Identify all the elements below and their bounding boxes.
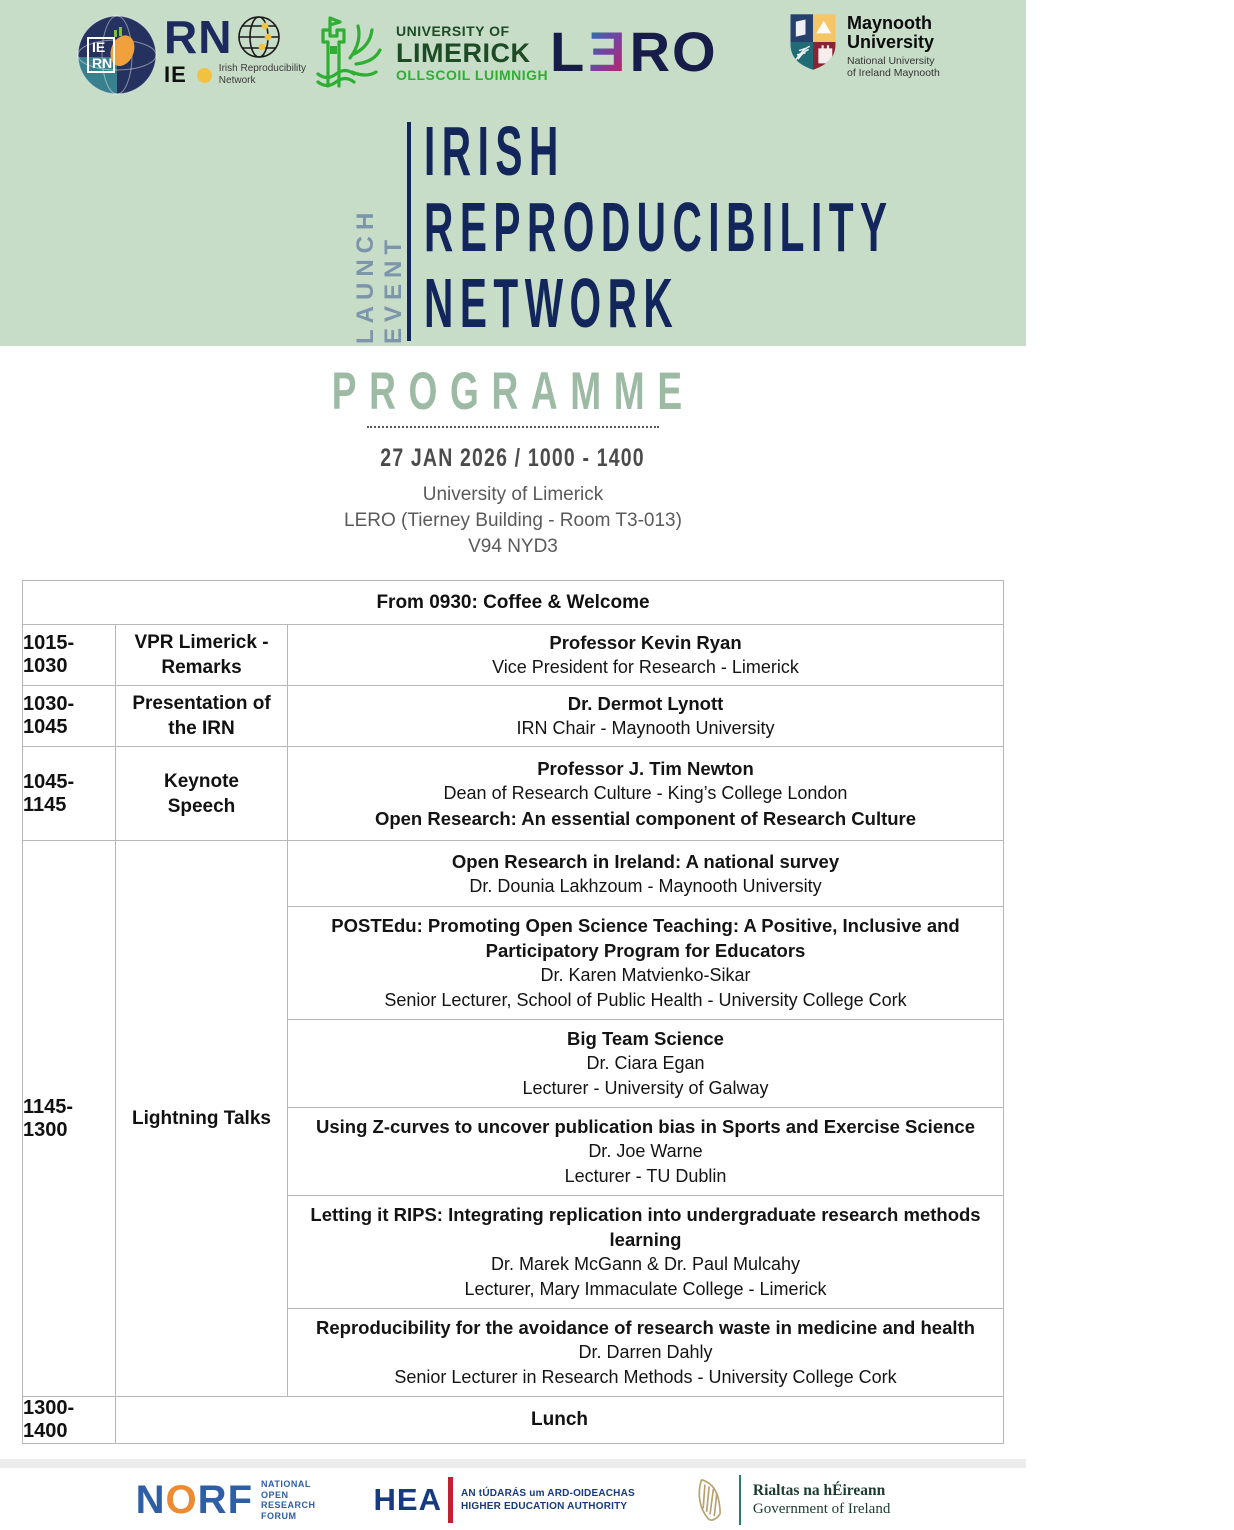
detail-line: IRN Chair - Maynooth University (516, 718, 775, 738)
schedule-rows (23, 624, 1003, 1443)
location-line-2: LERO (Tierney Building - Room T3-013) (344, 510, 682, 531)
maynooth-name-line2: University (847, 32, 935, 52)
detail-line: Dr. Marek McGann & Dr. Paul Mulcahy (490, 1254, 801, 1274)
detail-line: Dr. Joe Warne (588, 1141, 703, 1161)
time-cell: 1145-1300 (23, 1095, 74, 1141)
ul-wordmark (396, 23, 548, 84)
norf-letter-n: N (135, 1478, 166, 1522)
irn-org-line2: Network (218, 75, 256, 86)
irn-org-line1: Irish Reproducibility (218, 63, 307, 74)
maynooth-wordmark (847, 14, 940, 79)
norf-letter-o: O (165, 1478, 198, 1522)
maynooth-shield-icon (788, 12, 838, 72)
lero-logo (550, 20, 718, 83)
norf-wordmark (136, 1480, 253, 1520)
hea-subtext (461, 1487, 635, 1513)
lightning-talk (288, 1107, 1003, 1195)
university-of-limerick-logo (306, 12, 548, 94)
detail-line: Lecturer - University of Galway (522, 1078, 769, 1098)
svg-text:RN: RN (92, 55, 113, 71)
schedule-row (23, 840, 1003, 1396)
time-cell: 1015-1030 (23, 632, 75, 677)
coffee-welcome-banner: From 0930: Coffee & Welcome (376, 591, 650, 613)
detail-line: Senior Lecturer, School of Public Health - University College Cork (384, 990, 907, 1010)
location-line-3: V94 NYD3 (468, 536, 558, 557)
footer-logos (0, 1470, 1026, 1530)
government-of-ireland-logo (693, 1475, 890, 1525)
irn-globe-badge-icon (76, 14, 158, 96)
schedule-row (23, 1396, 1003, 1443)
title-line-3: NETWORK (424, 264, 680, 342)
detail-line: Dr. Ciara Egan (586, 1053, 705, 1073)
detail-line: Dean of Research Culture - King’s College London (443, 783, 848, 803)
time-cell: 1030-1045 (23, 693, 75, 738)
norf-subtext (261, 1479, 316, 1521)
goi-english-name: Government of Ireland (752, 1501, 891, 1517)
intro-section (0, 346, 1026, 560)
hea-sub-line1: AN tÚDARÁS um ARD-OIDEACHAS (460, 1488, 635, 1499)
hea-wordmark: HEA (373, 1482, 442, 1517)
schedule-row (23, 746, 1003, 840)
detail-line: Senior Lecturer in Research Methods - University College Cork (394, 1367, 897, 1387)
norf-sub-line2: OPEN (261, 1489, 289, 1500)
detail-line: Professor Kevin Ryan (549, 632, 742, 653)
ul-line3: OLLSCOIL LUIMNIGH (396, 66, 549, 83)
bottom-edge-strip (0, 1459, 1026, 1468)
norf-logo (136, 1479, 316, 1521)
schedule-row (23, 685, 1003, 746)
session-cell: VPR Limerick - Remarks (115, 625, 287, 685)
title-line-2: REPRODUCIBILITY (424, 188, 894, 266)
time-cell: 1300-1400 (23, 1397, 75, 1442)
title-line-1: IRISH (424, 112, 565, 190)
location-line-1: University of Limerick (422, 484, 604, 505)
launch-event-label: LAUNCH EVENT (352, 206, 407, 344)
session-cell: Keynote Speech (115, 747, 287, 840)
details-cell (287, 625, 1003, 685)
detail-line: Dr. Karen Matvienko-Sikar (540, 965, 751, 985)
schedule-row (23, 624, 1003, 685)
event-title (424, 113, 1234, 341)
detail-line: Dr. Darren Dahly (578, 1342, 713, 1362)
hea-red-bar (448, 1477, 453, 1523)
title-divider-line (407, 122, 411, 341)
norf-sub-line1: NATIONAL (261, 1479, 311, 1489)
lero-ro: RO (629, 20, 718, 83)
maynooth-sub-line1: National University (847, 55, 935, 67)
irn-logo (76, 11, 307, 96)
detail-line: Big Team Science (567, 1028, 724, 1049)
ul-line2: LIMERICK (396, 37, 531, 68)
norf-letter-r: R (197, 1478, 228, 1522)
goi-divider-line (739, 1475, 741, 1525)
full-width-cell: Lunch (115, 1397, 1003, 1443)
irn-yellow-dot-icon (197, 68, 212, 83)
detail-line: Open Research in Ireland: A national survey (451, 850, 840, 872)
detail-line: Vice President for Research - Limerick (492, 657, 799, 677)
goi-irish-name: Rialtas na hÉireann (752, 1482, 886, 1499)
irn-rn-text: RN (164, 11, 233, 63)
lero-e-glyph: Ǝ (588, 20, 628, 83)
irn-org-name (219, 63, 306, 87)
session-cell: Lightning Talks (115, 841, 287, 1396)
details-cell (287, 841, 1003, 1396)
svg-text:IE: IE (92, 39, 106, 55)
norf-sub-line4: FORUM (261, 1510, 297, 1521)
irn-wordmark (164, 11, 307, 88)
lightning-talk (288, 1019, 1003, 1107)
detail-line: Open Research: An essential component of Research Culture (374, 808, 917, 829)
hea-logo (374, 1477, 635, 1523)
globe-icon (236, 14, 282, 60)
details-cell (287, 686, 1003, 746)
harp-icon (693, 1475, 727, 1525)
hea-sub-line2: HIGHER EDUCATION AUTHORITY (460, 1501, 628, 1512)
maynooth-sub (847, 55, 940, 79)
detail-line: Lecturer, Mary Immaculate College - Limerick (464, 1279, 827, 1299)
schedule-table (22, 580, 1004, 1444)
session-cell: Presentation of the IRN (115, 686, 287, 746)
detail-line: Letting it RIPS: Integrating replication into undergraduate research methods learning (310, 1204, 981, 1250)
detail-line: Using Z-curves to uncover publication bias in Sports and Exercise Science (316, 1116, 975, 1137)
lightning-talk (288, 906, 1003, 1019)
detail-line: Dr. Dounia Lakhzoum - Maynooth University (469, 875, 822, 896)
irn-ie-text: IE (164, 62, 187, 87)
detail-line: Reproducibility for the avoidance of research waste in medicine and health (316, 1317, 975, 1338)
ul-crest-icon (306, 12, 388, 94)
norf-sub-line3: RESEARCH (261, 1500, 316, 1510)
detail-line: Professor J. Tim Newton (537, 758, 754, 779)
detail-line: Lecturer - TU Dublin (564, 1166, 727, 1186)
detail-line: POSTEdu: Promoting Open Science Teaching: A Positive, Inclusive and Participatory Program for Educators (331, 915, 960, 961)
maynooth-university-logo (788, 12, 940, 79)
event-location (0, 482, 1026, 560)
header-band (0, 0, 1026, 346)
ul-line1: UNIVERSITY OF (396, 22, 510, 39)
detail-line: Dr. Dermot Lynott (567, 693, 724, 714)
time-cell: 1045-1145 (23, 770, 75, 816)
lightning-talk (288, 1195, 1003, 1308)
details-cell (287, 747, 1003, 840)
goi-text (753, 1481, 890, 1519)
lero-l: L (550, 20, 587, 83)
programme-heading: PROGRAMME (331, 362, 695, 421)
event-datetime: 27 JAN 2026 / 1000 - 1400 (380, 444, 646, 472)
lightning-talk (288, 1308, 1003, 1396)
maynooth-sub-line2: of Ireland Maynooth (847, 67, 940, 79)
norf-letter-f: F (227, 1478, 253, 1522)
lightning-talk (288, 841, 1003, 906)
maynooth-name-line1: Maynooth (847, 13, 932, 33)
